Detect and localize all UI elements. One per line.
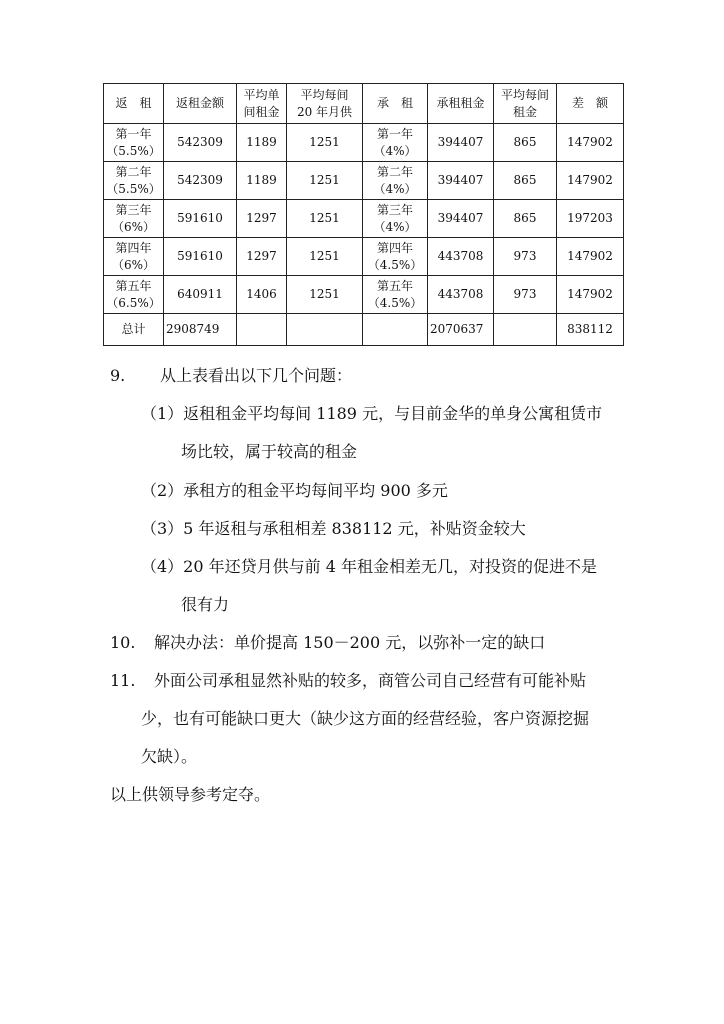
sub-item-2: （2）承租方的租金平均每间平均 900 多元: [141, 481, 448, 500]
item-11-text-line-1: 外面公司承租显然补贴的较多，商管公司自己经营有可能补贴: [154, 671, 587, 690]
supply-cell: 1251: [287, 162, 363, 200]
closing-remark: 以上供领导参考定夺。: [110, 785, 271, 804]
sub-item-1-line-2: 场比较，属于较高的租金: [181, 442, 358, 461]
lease-amount-cell: 443708: [428, 238, 494, 276]
item-10-text: 解决办法：单价提高 150－200 元，以弥补一定的缺口: [154, 633, 546, 652]
item-11: [110, 671, 586, 691]
lease-amount-cell: 394407: [428, 124, 494, 162]
table-row: [104, 124, 624, 162]
lease-year-cell: 第二年 （4%）: [363, 162, 428, 200]
table-total-row: [104, 314, 624, 346]
year-cell: 第五年 （6.5%）: [104, 276, 164, 314]
year-cell: 第三年 （6%）: [104, 200, 164, 238]
empty-cell: [237, 314, 287, 346]
item-10: [110, 633, 545, 653]
avg-cell: 1189: [237, 124, 287, 162]
amount-cell: 542309: [164, 162, 237, 200]
diff-cell: 197203: [557, 200, 624, 238]
lease-year-cell: 第一年 （4%）: [363, 124, 428, 162]
total-diff: 838112: [557, 314, 624, 346]
item-9-number: 9.: [110, 366, 126, 385]
avg-cell: 1189: [237, 162, 287, 200]
total-amount: 2908749: [164, 314, 237, 346]
supply-cell: 1251: [287, 200, 363, 238]
total-label: 总计: [104, 314, 164, 346]
item-10-number: 10.: [110, 633, 136, 652]
lease-avg-cell: 973: [494, 238, 557, 276]
diff-cell: 147902: [557, 162, 624, 200]
lease-avg-cell: 865: [494, 124, 557, 162]
lease-year-cell: 第四年 （4.5%）: [363, 238, 428, 276]
year-cell: 第一年 （5.5%）: [104, 124, 164, 162]
lease-amount-cell: 443708: [428, 276, 494, 314]
year-cell: 第四年 （6%）: [104, 238, 164, 276]
amount-cell: 591610: [164, 200, 237, 238]
year-cell: 第二年 （5.5%）: [104, 162, 164, 200]
lease-amount-cell: 394407: [428, 162, 494, 200]
avg-cell: 1406: [237, 276, 287, 314]
sub-item-4-line-1: （4）20 年还贷月供与前 4 年租金相差无几，对投资的促进不是: [141, 557, 597, 576]
empty-cell: [494, 314, 557, 346]
table-row: [104, 162, 624, 200]
table-header-row: [104, 84, 624, 124]
table-row: [104, 238, 624, 276]
header-difference: 差 额: [557, 84, 624, 124]
header-lease-amount: 承租租金: [428, 84, 494, 124]
table-row: [104, 200, 624, 238]
header-avg-lease-rent: 平均每间 租金: [494, 84, 557, 124]
lease-avg-cell: 865: [494, 162, 557, 200]
lease-year-cell: 第五年 （4.5%）: [363, 276, 428, 314]
header-avg-unit-rent: 平均单 间租金: [237, 84, 287, 124]
amount-cell: 591610: [164, 238, 237, 276]
sub-item-4-line-2: 很有力: [181, 595, 230, 614]
supply-cell: 1251: [287, 124, 363, 162]
total-lease-amount: 2070637: [428, 314, 494, 346]
header-avg-monthly-supply: 平均每间 20 年月供: [287, 84, 363, 124]
avg-cell: 1297: [237, 200, 287, 238]
header-rent-back: 返 租: [104, 84, 164, 124]
rent-comparison-table: [103, 83, 624, 346]
sub-item-1-line-1: （1）返租租金平均每间 1189 元，与目前金华的单身公寓租赁市: [141, 404, 603, 423]
item-11-line-3: 欠缺）。: [141, 747, 198, 766]
table-row: [104, 276, 624, 314]
lease-avg-cell: 865: [494, 200, 557, 238]
diff-cell: 147902: [557, 124, 624, 162]
amount-cell: 542309: [164, 124, 237, 162]
lease-amount-cell: 394407: [428, 200, 494, 238]
avg-cell: 1297: [237, 238, 287, 276]
lease-avg-cell: 973: [494, 276, 557, 314]
supply-cell: 1251: [287, 238, 363, 276]
amount-cell: 640911: [164, 276, 237, 314]
empty-cell: [287, 314, 363, 346]
item-11-line-2: 少，也有可能缺口更大（缺少这方面的经营经验，客户资源挖掘: [141, 709, 590, 728]
item-9-text: 从上表看出以下几个问题：: [160, 366, 353, 385]
lease-year-cell: 第三年 （4%）: [363, 200, 428, 238]
header-rent-back-amount: 返租金额: [164, 84, 237, 124]
supply-cell: 1251: [287, 276, 363, 314]
header-lease: 承 租: [363, 84, 428, 124]
item-11-number: 11.: [110, 671, 136, 690]
diff-cell: 147902: [557, 238, 624, 276]
empty-cell: [363, 314, 428, 346]
item-9: [110, 366, 352, 386]
diff-cell: 147902: [557, 276, 624, 314]
sub-item-3: （3）5 年返租与承租相差 838112 元，补贴资金较大: [141, 519, 526, 538]
